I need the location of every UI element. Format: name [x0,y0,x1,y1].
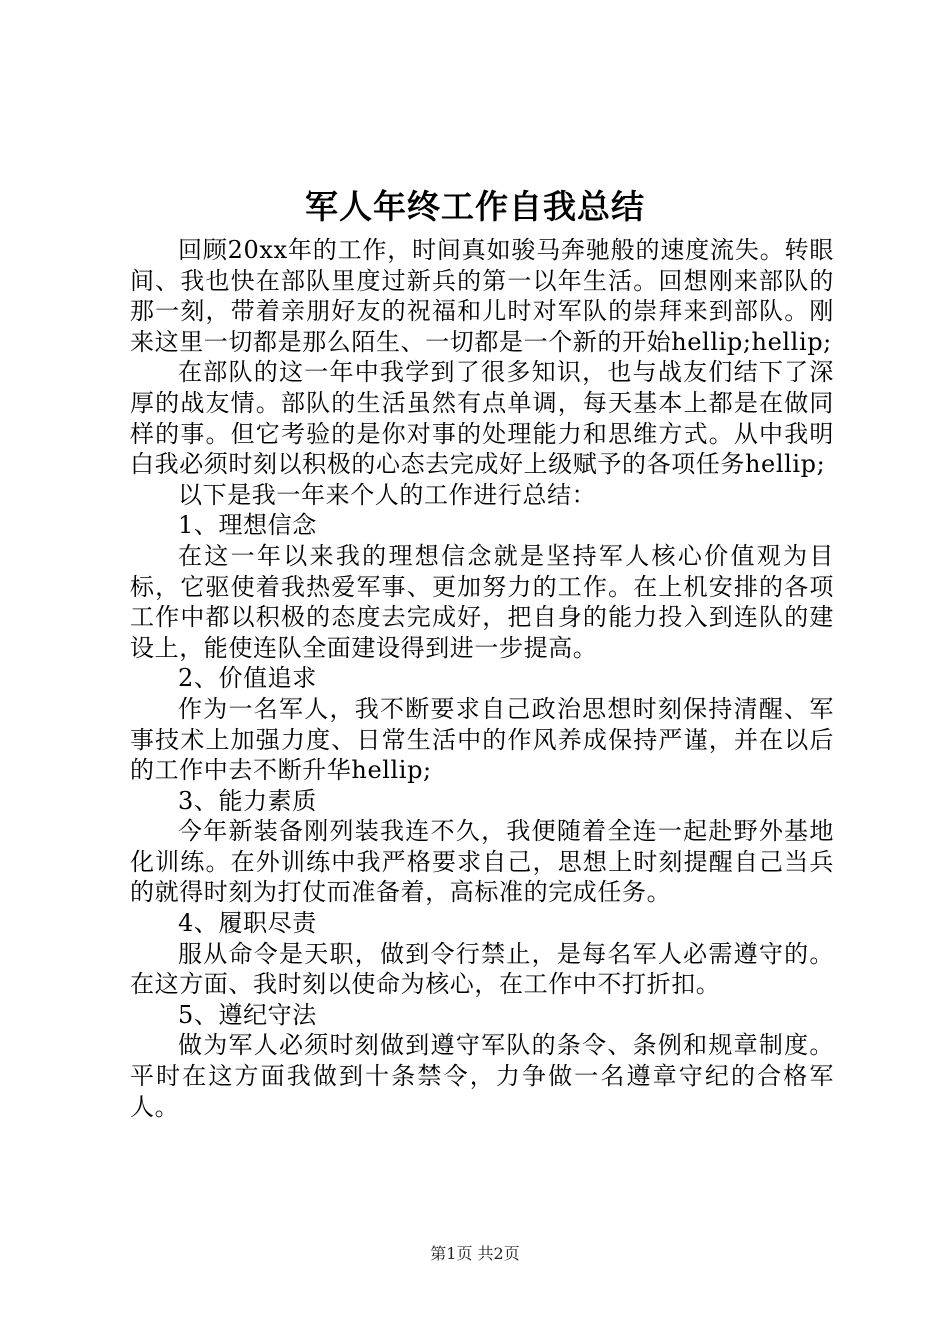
paragraph-ability: 今年新装备刚列装我连不久，我便随着全连一起赴野外基地化训练。在外训练中我严格要求自己，思想上时刻提醒自己当兵的就得时刻为打仗而准备着，高标准的完成任务。 [130,817,834,907]
page-number-footer: 第1页 共2页 [430,1244,520,1263]
section-heading-ideals: 1、理想信念 [178,511,317,540]
paragraph-duty: 服从命令是天职，做到令行禁止，是每名军人必需遵守的。在这方面、我时刻以使命为核心，在工作中不打折扣。 [130,939,834,999]
paragraph-values: 作为一名军人，我不断要求自己政治思想时刻保持清醒、军事技术上加强力度、日常生活中的作风养成保持严谨，并在以后的工作中去不断升华hellip; [130,694,834,785]
section-heading-duty: 4、履职尽责 [178,909,317,938]
section-heading-values: 2、价值追求 [178,664,317,693]
paragraph-learning: 在部队的这一年中我学到了很多知识，也与战友们结下了深厚的战友情。部队的生活虽然有点单调，每天基本上都是在做同样的事。但它考验的是你对事的处理能力和思维方式。从中我明白我必须时刻以积极的心态去完成好上级赋予的各项任务hellip; [130,358,834,479]
document-body [130,235,834,1122]
paragraph-discipline: 做为军人必须时刻做到遵守军队的条令、条例和规章制度。平时在这方面我做到十条禁令，力争做一名遵章守纪的合格军人。 [130,1031,834,1121]
section-heading-discipline: 5、遵纪守法 [178,1000,317,1029]
paragraph-intro: 回顾20xx年的工作，时间真如骏马奔驰般的速度流失。转眼间、我也快在部队里度过新兵的第一以年生活。回想刚来部队的那一刻，带着亲朋好友的祝福和儿时对军队的崇拜来到部队。刚来这里一切都是那么陌生、一切都是一个新的开始hellip;hellip; [130,236,834,356]
paragraph-ideals: 在这一年以来我的理想信念就是坚持军人核心价值观为目标，它驱使着我热爱军事、更加努力的工作。在上机安排的各项工作中都以积极的态度去完成好，把自身的能力投入到连队的建设上，能使连队全面建设得到进一步提高。 [130,541,834,662]
document-title: 军人年终工作自我总结 [305,187,645,226]
section-heading-ability: 3、能力素质 [178,786,317,815]
paragraph-summary-lead: 以下是我一年来个人的工作进行总结： [178,480,597,509]
